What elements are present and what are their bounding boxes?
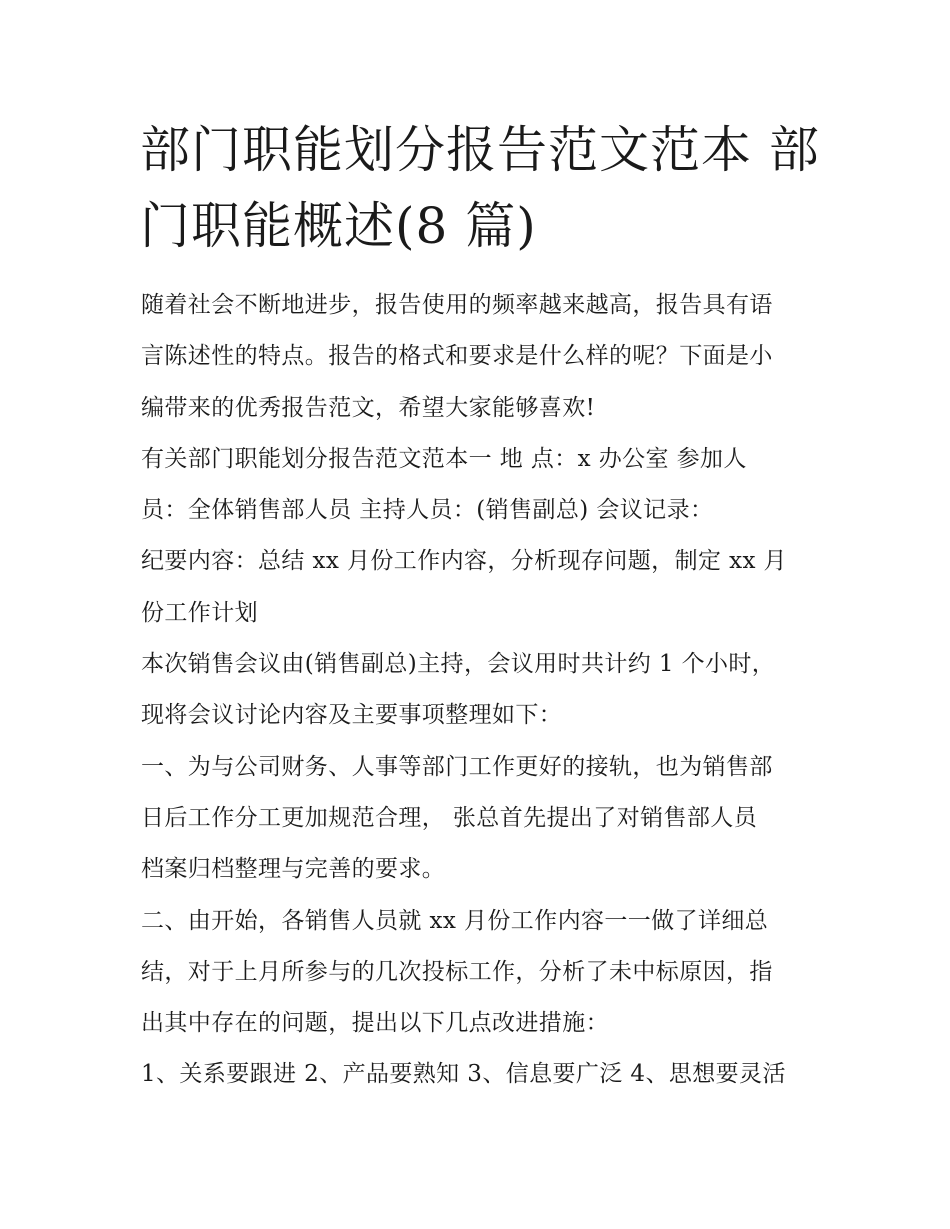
body-line: 言陈述性的特点。报告的格式和要求是什么样的呢？下面是小 bbox=[141, 343, 773, 370]
body-line: 结，对于上月所参与的几次投标工作，分析了未中标原因，指 bbox=[141, 958, 773, 985]
body-line: 有关部门职能划分报告范文范本一 地 点：x 办公室 参加人 bbox=[141, 445, 747, 472]
body-line: 份工作计划 bbox=[141, 599, 258, 626]
body-line: 随着社会不断地进步，报告使用的频率越来越高，报告具有语 bbox=[141, 292, 773, 318]
body-line: 出其中存在的问题，提出以下几点改进措施： bbox=[141, 1010, 609, 1037]
title-line-1: 部门职能划分报告范文范本 部 bbox=[140, 121, 820, 179]
body-line: 1、关系要跟进 2、产品要熟知 3、信息要广泛 4、思想要灵活 bbox=[141, 1061, 786, 1088]
body-line: 现将会议讨论内容及主要事项整理如下： bbox=[141, 702, 563, 729]
title-line-2: 门职能概述(8 篇) bbox=[140, 197, 537, 255]
body-line: 员：全体销售部人员 主持人员：(销售副总) 会议记录： bbox=[141, 497, 714, 524]
document-body bbox=[141, 280, 821, 1101]
body-line: 一、为与公司财务、人事等部门工作更好的接轨，也为销售部 bbox=[141, 753, 773, 780]
body-line: 纪要内容：总结 xx 月份工作内容，分析现存问题，制定 xx 月 bbox=[141, 548, 787, 575]
body-line: 档案归档整理与完善的要求。 bbox=[141, 856, 446, 883]
document-title bbox=[140, 112, 820, 264]
body-line: 二、由开始，各销售人员就 xx 月份工作内容一一做了详细总 bbox=[141, 907, 769, 934]
body-line: 本次销售会议由(销售副总)主持，会议用时共计约 1 个小时， bbox=[141, 651, 776, 678]
body-line: 编带来的优秀报告范文，希望大家能够喜欢! bbox=[141, 394, 596, 421]
body-line: 日后工作分工更加规范合理， 张总首先提出了对销售部人员 bbox=[141, 804, 758, 831]
